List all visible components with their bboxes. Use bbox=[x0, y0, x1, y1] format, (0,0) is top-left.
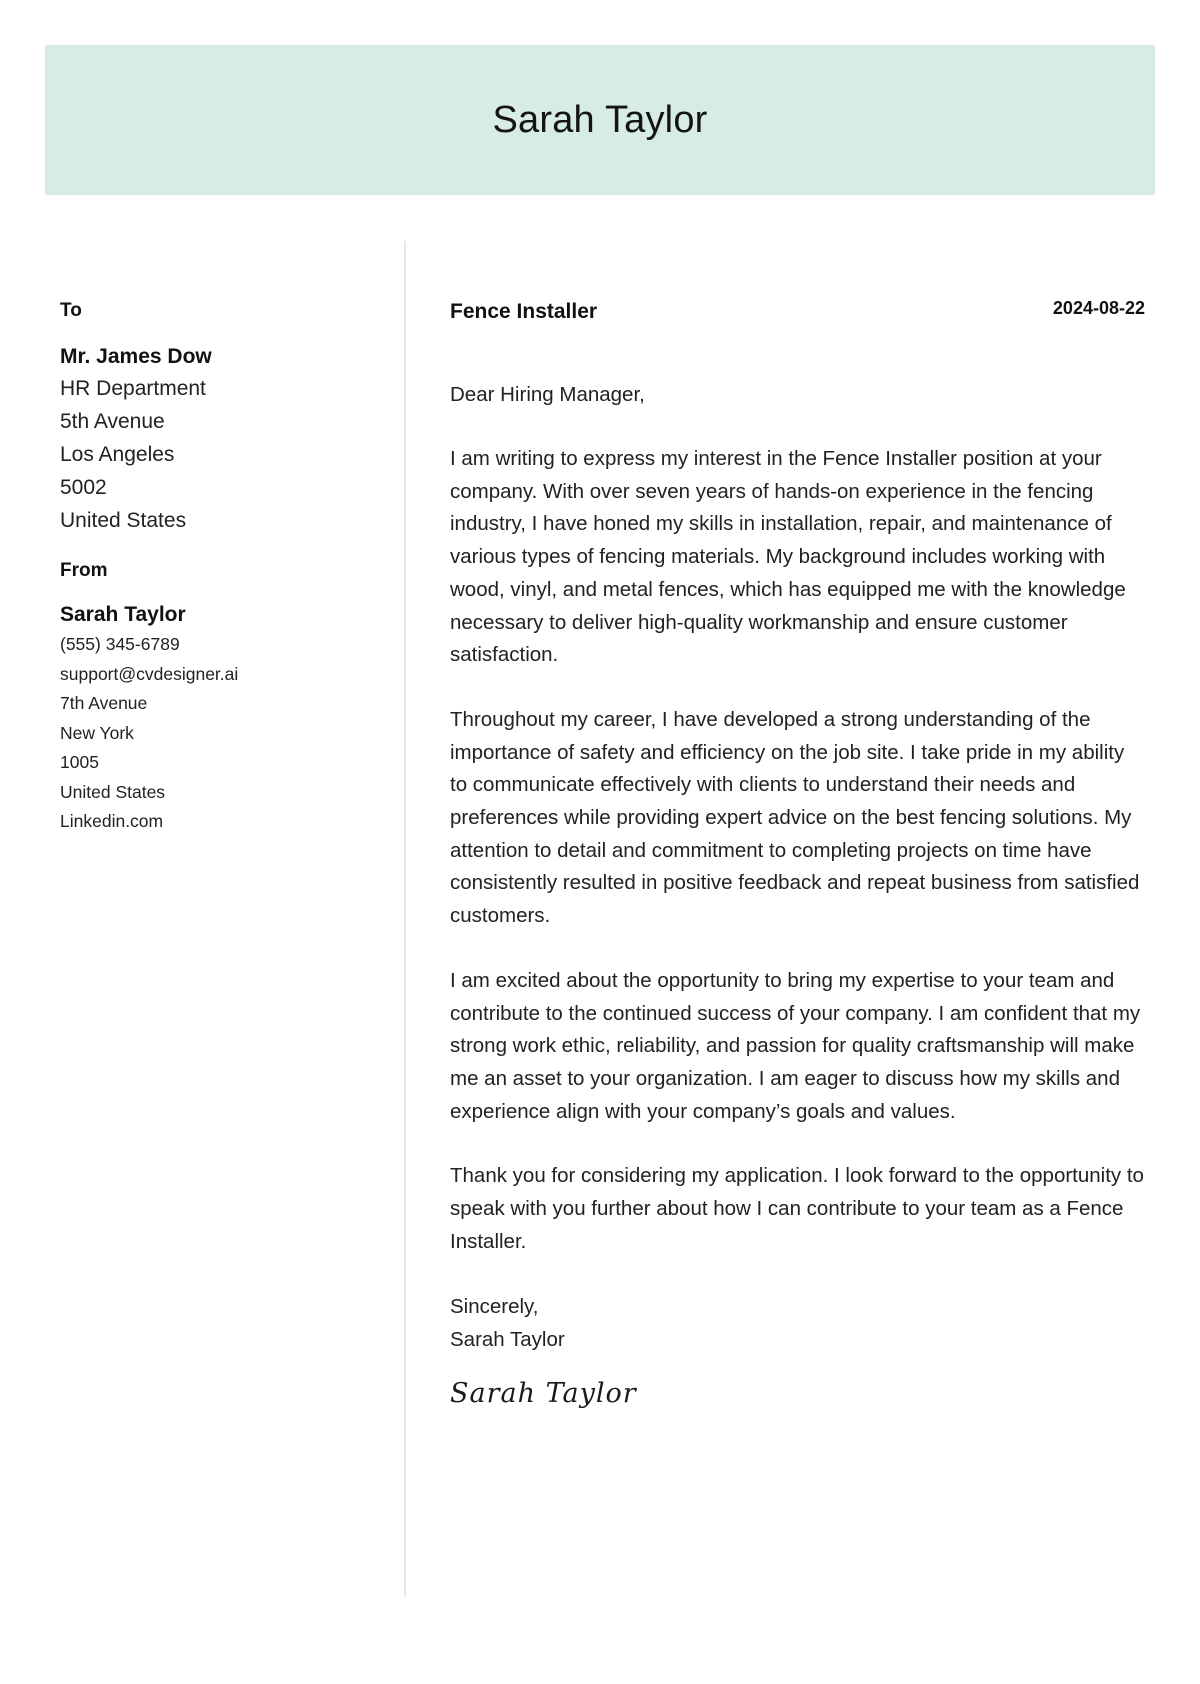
recipient-country: United States bbox=[60, 509, 187, 532]
recipient-city: Los Angeles bbox=[60, 443, 175, 466]
sender-name: Sarah Taylor bbox=[60, 603, 186, 626]
sender-website: Linkedin.com bbox=[60, 811, 164, 831]
sender-city: New York bbox=[60, 722, 134, 743]
closing-phrase: Sincerely, bbox=[450, 1295, 539, 1319]
paragraph-2: Throughout my career, I have developed a strong understanding of the importance of safety and efficiency on the job site. I take pride in my ability to communicate effectively with clients to understand their needs and preferences while providing expert advice on the best fencing solutions. My attention to detail and commitment to completing projects on time have consistently resulted in positive feedback and repeat business from satisfied customers. bbox=[450, 707, 1140, 928]
sender-country: United States bbox=[60, 781, 166, 802]
letter-date: 2024-08-22 bbox=[1052, 298, 1145, 318]
job-title: Fence Installer bbox=[450, 300, 598, 323]
recipient-name: Mr. James Dow bbox=[60, 345, 212, 368]
address-column bbox=[60, 300, 390, 837]
recipient-label: To bbox=[60, 300, 82, 321]
recipient-postal: 5002 bbox=[60, 476, 107, 499]
paragraph-4: Thank you for considering my application. I look forward to the opportunity to speak with you further about how I can contribute to your team as a Fence Installer. bbox=[450, 1164, 1144, 1253]
sender-postal: 1005 bbox=[60, 752, 99, 772]
column-divider bbox=[404, 241, 406, 1597]
signature: Sarah Taylor bbox=[450, 1378, 637, 1410]
sender-street: 7th Avenue bbox=[60, 693, 148, 713]
header-name: Sarah Taylor bbox=[492, 98, 708, 141]
paragraph-3: I am excited about the opportunity to bring my expertise to your team and contribute to the continued success of your company. I am confident that my strong work ethic, reliability, and passion for quality craftsmanship will make me an asset to your organization. I am eager to discuss how my skills and experience align with your company’s goals and values. bbox=[450, 968, 1141, 1123]
sender-label: From bbox=[60, 560, 108, 581]
closing-block bbox=[450, 1290, 1145, 1356]
closing-name: Sarah Taylor bbox=[450, 1328, 565, 1352]
paragraph-1: I am writing to express my interest in the Fence Installer position at your company. With over seven years of hands-on experience in the fencing industry, I have honed my skills in installation, repair, and maintenance of various types of fencing materials. My background includes working with wood, vinyl, and metal fences, which has equipped me with the knowledge necessary to deliver high-quality workmanship and ensure customer satisfaction. bbox=[450, 447, 1126, 667]
sender-email: support@cvdesigner.ai bbox=[60, 663, 239, 684]
recipient-department: HR Department bbox=[60, 377, 206, 400]
recipient-street: 5th Avenue bbox=[60, 410, 165, 433]
letter-body bbox=[450, 300, 1145, 1409]
sender-phone: (555) 345-6789 bbox=[60, 634, 180, 654]
salutation: Dear Hiring Manager, bbox=[450, 383, 645, 406]
header-banner bbox=[45, 45, 1155, 195]
letter-title-row bbox=[450, 300, 1145, 330]
